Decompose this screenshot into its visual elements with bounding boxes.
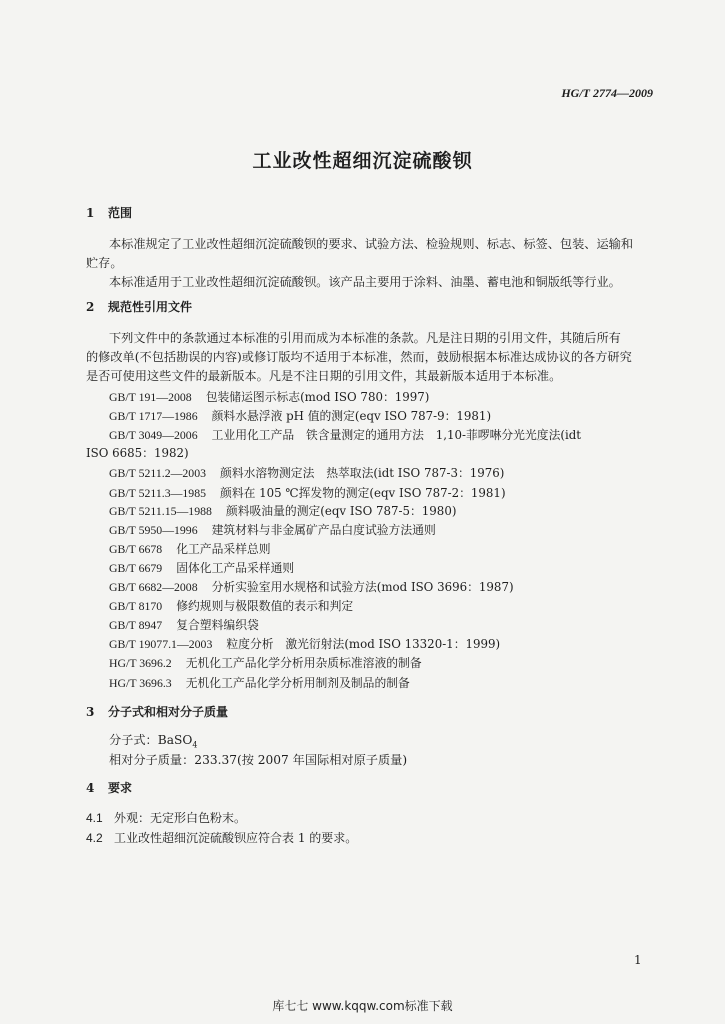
reference-title: 复合塑料编织袋 bbox=[176, 618, 259, 632]
item-text: 工业改性超细沉淀硫酸钡应符合表 1 的要求。 bbox=[114, 831, 358, 845]
reference-item bbox=[109, 388, 429, 405]
reference-title: 固体化工产品采样通则 bbox=[176, 561, 295, 575]
reference-code: GB/T 8947 bbox=[109, 618, 163, 632]
standard-number: HG/T 2774—2009 bbox=[561, 86, 653, 100]
section-title: 范围 bbox=[108, 206, 133, 220]
section-title: 规范性引用文件 bbox=[108, 300, 193, 314]
section-1-para-1-line-1: 本标准规定了工业改性超细沉淀硫酸钡的要求、试验方法、检验规则、标志、标签、包装、运输和 bbox=[109, 237, 634, 251]
formula-main: BaSO bbox=[157, 733, 193, 747]
reference-code: GB/T 6678 bbox=[109, 542, 163, 556]
section-title: 要求 bbox=[108, 781, 133, 795]
reference-title: 颜料吸油量的测定(eqv ISO 787-5：1980) bbox=[225, 504, 457, 518]
reference-item bbox=[109, 654, 422, 671]
section-number: 4 bbox=[86, 781, 95, 795]
reference-code: GB/T 5211.15—1988 bbox=[109, 504, 212, 518]
reference-continuation: ISO 6685：1982) bbox=[86, 446, 189, 460]
document-title: 工业改性超细沉淀硫酸钡 bbox=[252, 150, 473, 172]
section-number: 1 bbox=[86, 206, 95, 220]
reference-item bbox=[109, 540, 271, 557]
section-1-para-2: 本标准适用于工业改性超细沉淀硫酸钡。该产品主要用于涂料、油墨、蓄电池和铜版纸等行业。 bbox=[109, 275, 621, 289]
reference-title: 无机化工产品化学分析用制剂及制品的制备 bbox=[185, 676, 410, 690]
reference-code: GB/T 5950—1996 bbox=[109, 523, 198, 537]
reference-code: GB/T 19077.1—2003 bbox=[109, 637, 213, 651]
footer-watermark: 库七七 www.kqqw.com标准下载 bbox=[272, 999, 453, 1013]
reference-title: 颜料水悬浮液 pH 值的测定(eqv ISO 787-9：1981) bbox=[211, 409, 492, 423]
section-2-heading bbox=[86, 298, 192, 315]
reference-item bbox=[109, 464, 504, 481]
reference-code: GB/T 5211.2—2003 bbox=[109, 466, 207, 480]
reference-item bbox=[109, 559, 294, 576]
reference-title: 修约规则与极限数值的表示和判定 bbox=[176, 599, 354, 613]
section-2-intro-line-1: 下列文件中的条款通过本标准的引用而成为本标准的条款。凡是注日期的引用文件，其随后所有 bbox=[109, 331, 621, 345]
reference-item bbox=[109, 635, 500, 652]
requirement-item bbox=[86, 829, 357, 846]
formula-label: 分子式： bbox=[109, 733, 158, 747]
section-title: 分子式和相对分子质量 bbox=[108, 705, 229, 719]
section-1-para-1-line-2: 贮存。 bbox=[86, 256, 123, 270]
reference-code: GB/T 1717—1986 bbox=[109, 409, 198, 423]
reference-title: 建筑材料与非金属矿产品白度试验方法通则 bbox=[211, 523, 436, 537]
reference-item bbox=[109, 484, 506, 501]
reference-item bbox=[109, 578, 514, 595]
reference-title: 颜料在 105 ℃挥发物的测定(eqv ISO 787-2：1981) bbox=[220, 486, 506, 500]
reference-code: GB/T 3049—2006 bbox=[109, 428, 198, 442]
reference-item bbox=[109, 597, 353, 614]
section-1-heading bbox=[86, 204, 132, 221]
reference-title: 颜料水溶物测定法 热萃取法(idt ISO 787-3：1976) bbox=[220, 466, 505, 480]
reference-code: GB/T 191—2008 bbox=[109, 390, 192, 404]
molecular-mass: 相对分子质量：233.37(按 2007 年国际相对原子质量) bbox=[109, 753, 408, 767]
section-2-intro-line-2: 的修改单(不包括勘误的内容)或修订版均不适用于本标准，然而，鼓励根据本标准达成协议的各方研究 bbox=[86, 350, 632, 364]
section-number: 3 bbox=[86, 705, 95, 719]
page-number: 1 bbox=[634, 953, 642, 967]
reference-code: GB/T 6682—2008 bbox=[109, 580, 198, 594]
reference-title: 无机化工产品化学分析用杂质标准溶液的制备 bbox=[185, 656, 422, 670]
reference-title: 分析实验室用水规格和试验方法(mod ISO 3696：1987) bbox=[211, 580, 514, 594]
reference-title: 工业用化工产品 铁含量测定的通用方法 1,10-菲啰啉分光光度法(idt bbox=[211, 428, 582, 442]
reference-item bbox=[109, 674, 410, 691]
reference-item bbox=[109, 521, 436, 538]
section-2-intro-line-3: 是否可使用这些文件的最新版本。凡是不注日期的引用文件，其最新版本适用于本标准。 bbox=[86, 369, 562, 383]
item-text: 外观：无定形白色粉末。 bbox=[114, 811, 247, 825]
reference-code: GB/T 8170 bbox=[109, 599, 163, 613]
section-4-heading bbox=[86, 779, 132, 796]
reference-item bbox=[109, 502, 456, 519]
reference-title: 粒度分析 激光衍射法(mod ISO 13320-1：1999) bbox=[226, 637, 501, 651]
reference-title: 化工产品采样总则 bbox=[176, 542, 271, 556]
reference-code: HG/T 3696.2 bbox=[109, 656, 172, 670]
reference-code: HG/T 3696.3 bbox=[109, 676, 172, 690]
section-number: 2 bbox=[86, 300, 95, 314]
reference-code: GB/T 5211.3—1985 bbox=[109, 486, 207, 500]
reference-item bbox=[109, 426, 581, 443]
requirement-item bbox=[86, 809, 246, 826]
item-number: 4.2 bbox=[86, 831, 103, 845]
reference-item bbox=[109, 407, 491, 424]
reference-code: GB/T 6679 bbox=[109, 561, 163, 575]
reference-item bbox=[109, 616, 259, 633]
section-3-heading bbox=[86, 703, 228, 720]
formula-subscript: 4 bbox=[192, 740, 198, 750]
item-number: 4.1 bbox=[86, 811, 103, 825]
reference-title: 包装储运图示标志(mod ISO 780：1997) bbox=[205, 390, 430, 404]
